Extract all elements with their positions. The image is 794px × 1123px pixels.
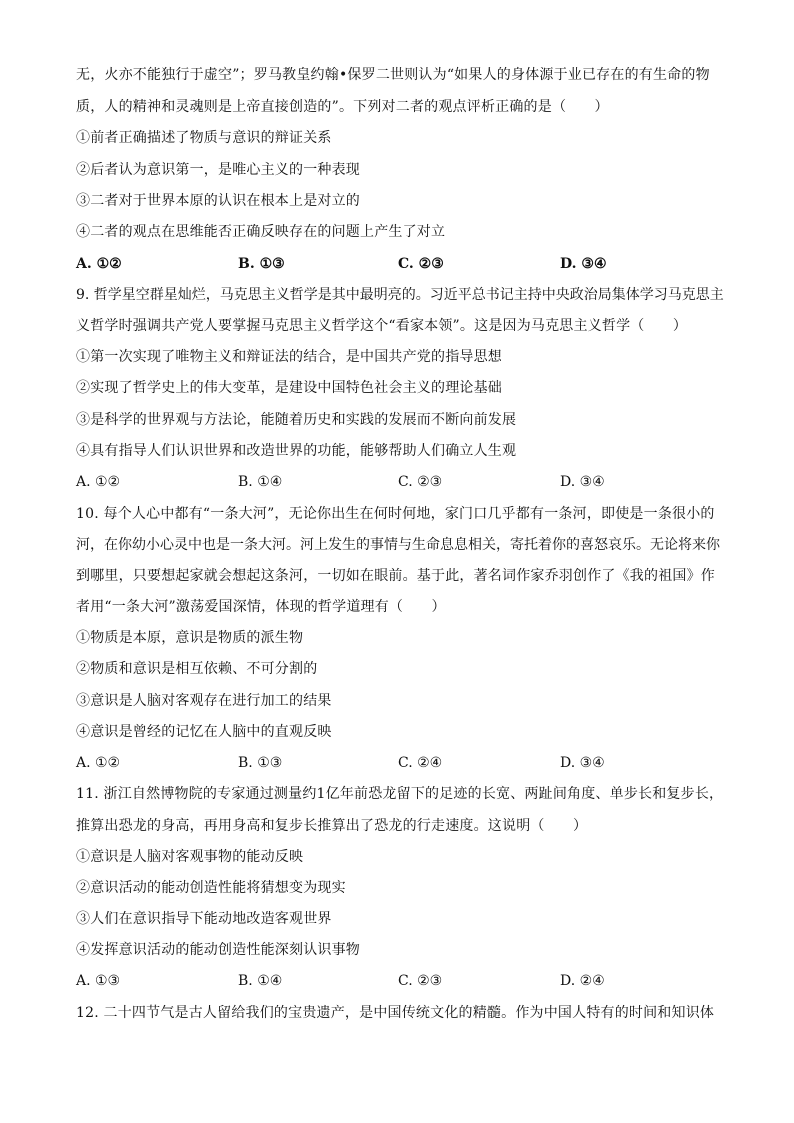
q10-statement-3: ③意识是人脑对客观存在进行加工的结果 xyxy=(76,693,332,709)
q12-line-1: 12. 二十四节气是古人留给我们的宝贵遗产，是中国传统文化的精髓。作为中国人特有的时间和知识体 xyxy=(76,1005,715,1021)
q9-line-1: 9. 哲学星空群星灿烂，马克思主义哲学是其中最明亮的。习近平总书记主持中央政治局集体学习马克思主 xyxy=(76,287,724,303)
q11-statement-2: ②意识活动的能动创造性能将猜想变为现实 xyxy=(76,880,346,896)
q9-statement-3: ③是科学的世界观与方法论，能随着历史和实践的发展而不断向前发展 xyxy=(76,412,517,428)
q11-options xyxy=(76,970,726,992)
q11-statement-3: ③人们在意识指导下能动地改造客观世界 xyxy=(76,911,332,927)
q8-statement-4: ④二者的观点在思维能否正确反映存在的问题上产生了对立 xyxy=(76,224,446,240)
q10-options xyxy=(76,752,726,774)
q11-option-d: D. ②④ xyxy=(560,973,605,989)
q10-statement-1: ①物质是本原，意识是物质的派生物 xyxy=(76,630,304,646)
q8-option-d: D. ③④ xyxy=(560,256,607,272)
q8-statement-2: ②后者认为意识第一，是唯心主义的一种表现 xyxy=(76,162,360,178)
q10-line-2: 河，在你幼小心灵中也是一条大河。河上发生的事情与生命息息相关，寄托着你的喜怒哀乐。无论将来你 xyxy=(76,537,720,553)
q10-option-d: D. ③④ xyxy=(560,755,605,771)
q10-statement-2: ②物质和意识是相互依赖、不可分割的 xyxy=(76,661,318,677)
q9-statement-2: ②实现了哲学史上的伟大变革，是建设中国特色社会主义的理论基础 xyxy=(76,380,502,396)
q8-statement-1: ①前者正确描述了物质与意识的辩证关系 xyxy=(76,130,332,146)
q11-option-a: A. ①③ xyxy=(76,973,121,989)
q10-line-3: 到哪里，只要想起家就会想起这条河，一切如在眼前。基于此，著名词作家乔羽创作了《我的祖国》作 xyxy=(76,568,715,584)
q11-line-1: 11. 浙江自然博物院的专家通过测量约1亿年前恐龙留下的足迹的长宽、两趾间角度、单步长和复步长， xyxy=(76,786,724,802)
q8-options xyxy=(76,253,726,275)
q9-option-b: B. ①④ xyxy=(238,474,283,490)
q10-option-b: B. ①③ xyxy=(238,755,283,771)
q9-option-a: A. ①② xyxy=(76,474,121,490)
q8-statement-3: ③二者对于世界本原的认识在根本上是对立的 xyxy=(76,193,360,209)
q11-statement-4: ④发挥意识活动的能动创造性能深刻认识事物 xyxy=(76,942,360,958)
q9-option-c: C. ②③ xyxy=(398,474,443,490)
q10-option-c: C. ②④ xyxy=(398,755,443,771)
q9-statement-4: ④具有指导人们认识世界和改造世界的功能，能够帮助人们确立人生观 xyxy=(76,443,517,459)
q8-line-2: 质，人的精神和灵魂则是上帝直接创造的”。下列对二者的观点评析正确的是（ ） xyxy=(76,99,609,115)
q8-option-c: C. ②③ xyxy=(398,256,444,272)
q8-line-1: 无，火亦不能独行于虚空”；罗马教皇约翰•保罗二世则认为“如果人的身体源于业已存在的有生命的物 xyxy=(76,67,710,83)
q9-option-d: D. ③④ xyxy=(560,474,605,490)
q11-option-c: C. ②③ xyxy=(398,973,443,989)
q11-line-2: 推算出恐龙的身高，再用身高和复步长推算出了恐龙的行走速度。这说明（ ） xyxy=(76,818,588,834)
q8-option-a: A. ①② xyxy=(76,256,122,272)
q11-statement-1: ①意识是人脑对客观事物的能动反映 xyxy=(76,849,304,865)
q9-statement-1: ①第一次实现了唯物主义和辩证法的结合，是中国共产党的指导思想 xyxy=(76,349,502,365)
q9-line-2: 义哲学时强调共产党人要掌握马克思主义哲学这个“看家本领”。这是因为马克思主义哲学（ ） xyxy=(76,318,688,334)
q10-line-4: 者用“一条大河”激荡爱国深情，体现的哲学道理有（ ） xyxy=(76,599,446,615)
q9-options xyxy=(76,471,726,493)
q10-statement-4: ④意识是曾经的记忆在人脑中的直观反映 xyxy=(76,724,332,740)
q10-line-1: 10. 每个人心中都有“一条大河”，无论你出生在何时何地，家门口几乎都有一条河，即使是一条很小的 xyxy=(76,506,715,522)
q10-option-a: A. ①② xyxy=(76,755,121,771)
q11-option-b: B. ①④ xyxy=(238,973,283,989)
q8-option-b: B. ①③ xyxy=(238,256,285,272)
